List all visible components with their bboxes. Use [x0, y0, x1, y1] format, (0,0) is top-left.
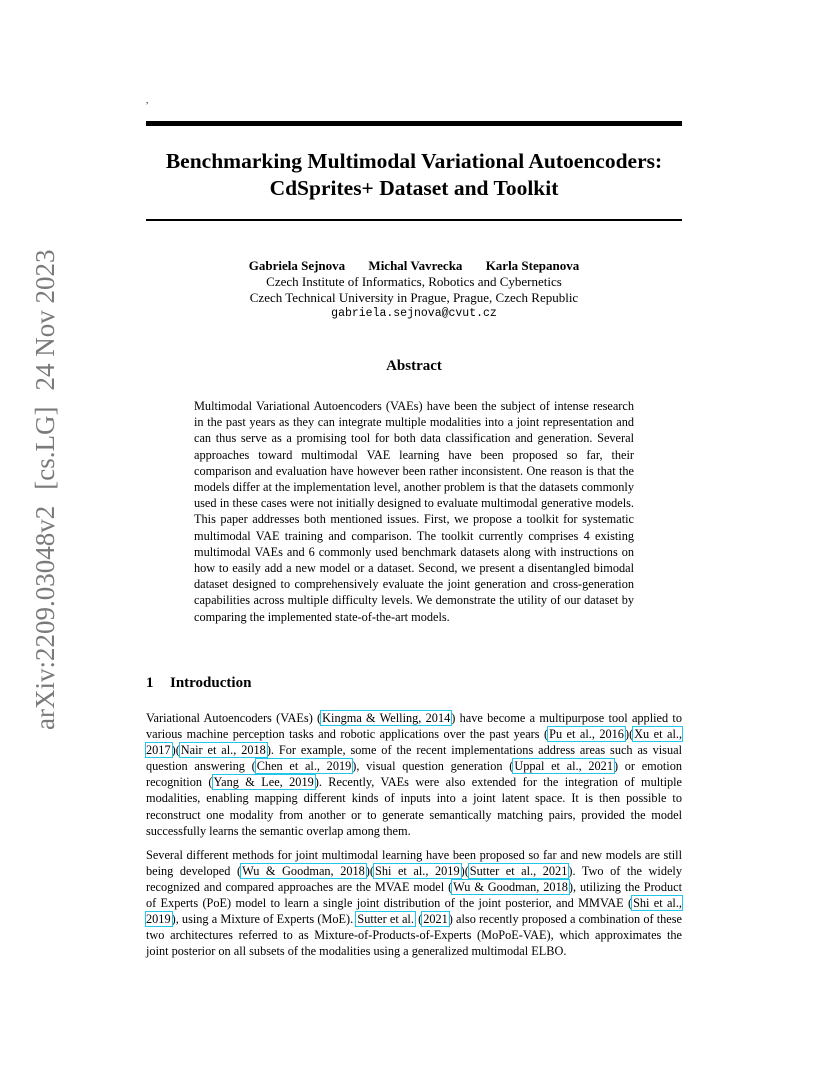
text-run: ), utilizing the Product of Experts (PoE) model to learn a single joint distribution of the joint posterior, and MMVAE (: [146, 879, 683, 911]
citation-link[interactable]: Nair et al., 2018: [180, 743, 266, 758]
citation-link[interactable]: Wu & Goodman, 2018: [453, 879, 568, 894]
text-run: ). Two of the widely recognized and compared approaches are the MVAE model (: [146, 863, 682, 894]
text-run: ) also recently proposed a combination of these two architectures referred to as Mixture-of-Products-of-Experts (MoPoE-VAE), which approximates the joint posterior on all subsets of the modalities using a generalized multimodal ELBO.: [146, 912, 683, 959]
text-run: ) have become a multipurpose tool applied to various machine perception tasks and robotic applications over the past years (: [146, 711, 682, 742]
text-run: )(: [460, 863, 469, 878]
author-names: [146, 258, 682, 274]
text-run: )(: [171, 743, 180, 758]
text-run: Variational Autoencoders (VAEs) (: [146, 711, 322, 725]
text-run: ), using a Mixture of Experts (MoE).: [171, 912, 357, 927]
arxiv-sidebar-stamp: [25, 230, 65, 730]
section-title: Introduction: [170, 675, 252, 691]
arxiv-date: 24 Nov 2023: [30, 249, 60, 391]
title-rule-bottom: [146, 219, 682, 221]
citation-link[interactable]: 2021: [423, 912, 448, 927]
citation-link[interactable]: Chen et al., 2019: [256, 759, 352, 774]
author-name: Karla Stepanova: [485, 258, 580, 273]
author-block: [146, 258, 682, 322]
abstract-text: Multimodal Variational Autoencoders (VAEs) have been the subject of intense research in the past years as they can integrate multiple modalities into a joint representation and can thus serve as a promising tool for both data classification and generation. Several approaches toward multimodal VAE learning have been proposed so far, their comparison and evaluation have however been rather inconsistent. One reason is that the models differ at the implementation level, another problem is that the datasets commonly used in these cases were not initially designed to evaluate multimodal generative models. This paper addresses both mentioned issues. First, we propose a toolkit for systematic multimodal VAE training and comparison. The toolkit currently comprises 4 existing multimodal VAEs and 6 commonly used benchmark datasets along with instructions on how to easily add a new model or a dataset. Second, we present a disentangled bimodal dataset designed to comprehensively evaluate the joint generation and cross-generation capabilities across multiple difficulty levels. We demonstrate the utility of our dataset by comparing the implemented state-of-the-art models.: [194, 399, 634, 624]
citation-link[interactable]: Pu et al., 2016: [549, 727, 624, 742]
citation-link[interactable]: Wu & Goodman, 2018: [242, 863, 365, 878]
section-number: 1: [146, 675, 154, 691]
text-run: ), visual question generation (: [352, 759, 514, 774]
text-run: )(: [624, 727, 634, 742]
author-name: Gabriela Sejnova: [248, 258, 346, 273]
citation-link[interactable]: Yang & Lee, 2019: [213, 775, 314, 790]
section-heading-introduction: [146, 673, 682, 693]
title-line-1: Benchmarking Multimodal Variational Autoencoders:: [165, 149, 663, 173]
citation-link[interactable]: Shi et al., 2019: [375, 863, 460, 878]
text-run: ) or emotion recognition (: [146, 759, 683, 790]
citation-link[interactable]: Sutter et al., 2021: [469, 863, 568, 878]
title-rule-top: [146, 121, 682, 126]
citation-link[interactable]: Shi et al., 2019: [146, 896, 683, 927]
citation-link[interactable]: Xu et al., 2017: [146, 727, 683, 758]
text-run: )(: [365, 863, 374, 878]
affiliation-line-2: Czech Technical University in Prague, Prague, Czech Republic: [249, 290, 579, 305]
introduction-body: [146, 710, 682, 967]
affiliation-line-1: Czech Institute of Informatics, Robotics and Cybernetics: [266, 274, 562, 289]
paper-title: [146, 148, 682, 202]
citation-link[interactable]: Uppal et al., 2021: [514, 759, 613, 774]
citation-link[interactable]: Sutter et al.: [357, 912, 414, 927]
author-name: Michal Vavrecka: [368, 258, 463, 273]
intro-paragraph-2: [146, 847, 682, 960]
author-email: gabriela.sejnova@cvut.cz: [331, 307, 497, 320]
abstract-heading: Abstract: [386, 358, 442, 374]
citation-link[interactable]: Kingma & Welling, 2014: [322, 711, 451, 725]
intro-paragraph-1: [146, 710, 682, 839]
title-line-2: CdSprites+ Dataset and Toolkit: [269, 176, 559, 200]
text-run: Several different methods for joint multimodal learning have been proposed so far and new models are still being developed (: [146, 847, 682, 878]
arxiv-id: arXiv:2209.03048v2: [30, 505, 60, 730]
text-run: (: [414, 912, 423, 927]
arxiv-category: [cs.LG]: [30, 406, 60, 490]
text-run: ). For example, some of the recent implementations address areas such as visual question answering (: [146, 743, 682, 774]
header-mark: ,: [146, 95, 149, 105]
text-run: ). Recently, VAEs were also extended for the integration of multiple modalities, enabling mapping different kinds of inputs into a joint latent space. It is then possible to reconstruct one modality from another or to generate semantically matching pairs, provided the model successfully learns the semantic overlap among them.: [146, 775, 683, 838]
